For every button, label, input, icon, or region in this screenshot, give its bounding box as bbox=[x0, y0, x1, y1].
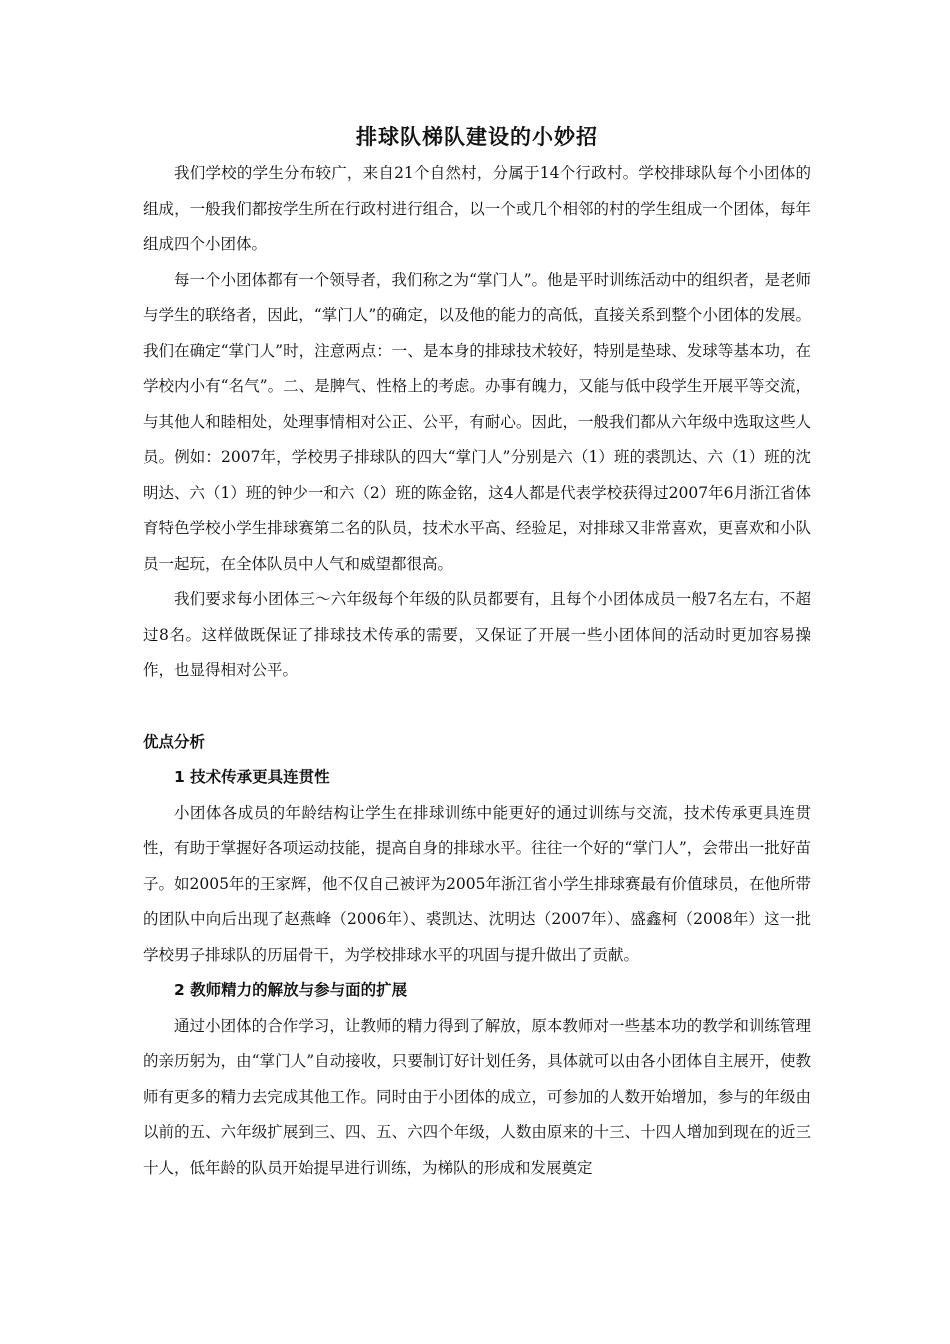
subheading-point-1: 1 技术传承更具连贯性 bbox=[174, 768, 330, 786]
paragraph-team-leader: 每一个小团体都有一个领导者，我们称之为“掌门人”。他是平时训练活动中的组织者，是老师与学生的联络者，因此，“掌门人”的确定，以及他的能力的高低，直接关系到整个小团体的发展。我们在确定“掌门人”时，注意两点：一、是本身的排球技术较好，特别是垫球、发球等基本功，在学校内小有“名气”。二、是脾气、性格上的考虑。办事有魄力，又能与低中段学生开展平等交流，与其他人和睦相处，处理事情相对公正、公平，有耐心。因此，一般我们都从六年级中选取这些人员。例如：2007年，学校男子排球队的四大“掌门人”分别是六（1）班的裘凯达、六（1）班的沈明达、六（1）班的钟少一和六（2）班的陈金铭，这4人都是代表学校获得过2007年6月浙江省体育特色学校小学生排球赛第二名的队员，技术水平高、经验足，对排球又非常喜欢，更喜欢和小队员一起玩，在全体队员中人气和威望都很高。 bbox=[143, 270, 811, 573]
paragraph-point-1: 小团体各成员的年龄结构让学生在排球训练中能更好的通过训练与交流，技术传承更具连贯性，有助于掌握好各项运动技能，提高自身的排球水平。往往一个好的“掌门人”，会带出一批好苗子。如2005年的王家辉，他不仅自己被评为2005年浙江省小学生排球赛最有价值球员，在他所带的团队中向后出现了赵燕峰（2006年）、裘凯达、沈明达（2007年）、盛鑫柯（2008年）这一批学校男子排球队的历届骨干，为学校排球水平的巩固与提升做出了贡献。 bbox=[143, 803, 811, 964]
document-page bbox=[143, 120, 811, 1186]
paragraph-team-composition: 我们学校的学生分布较广，来自21个自然村，分属于14个行政村。学校排球队每个小团体的组成，一般我们都按学生所在行政村进行组合，以一个或几个相邻的村的学生组成一个团体，每年组成四个小团体。 bbox=[143, 164, 811, 253]
subheading-point-2: 2 教师精力的解放与参与面的扩展 bbox=[174, 981, 408, 999]
document-title: 排球队梯队建设的小妙招 bbox=[356, 125, 598, 149]
paragraph-team-size: 我们要求每小团体三～六年级每个年级的队员都要有，且每个小团体成员一般7名左右，不超过8名。这样做既保证了排球技术传承的需要，又保证了开展一些小团体间的活动时更加容易操作，也显得相对公平。 bbox=[143, 590, 811, 679]
section-heading-analysis: 优点分析 bbox=[143, 732, 206, 751]
paragraph-point-2: 通过小团体的合作学习，让教师的精力得到了解放，原本教师对一些基本功的教学和训练管理的亲历躬为，由“掌门人”自动接收，只要制订好计划任务，具体就可以由各小团体自主展开，使教师有更多的精力去完成其他工作。同时由于小团体的成立，可参加的人数开始增加，参与的年级由以前的五、六年级扩展到三、四、五、六四个年级，人数由原来的十三、十四人增加到现在的近三十人，低年龄的队员开始提早进行训练，为梯队的形成和发展奠定 bbox=[143, 1016, 811, 1177]
